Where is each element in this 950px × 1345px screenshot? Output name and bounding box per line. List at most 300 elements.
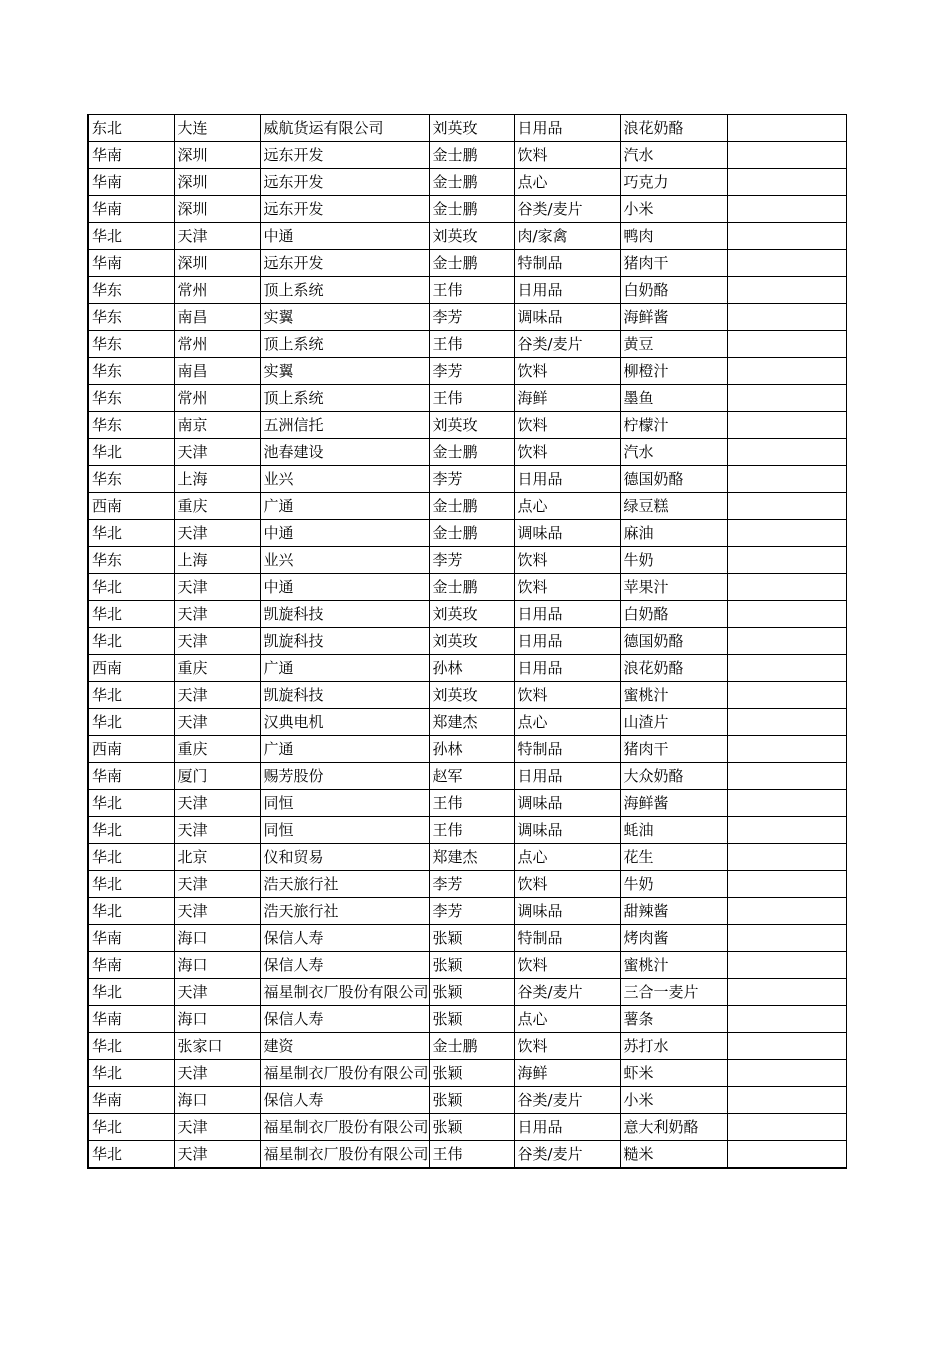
empty-cell[interactable] xyxy=(727,844,846,871)
region-cell[interactable] xyxy=(88,304,174,331)
region-cell[interactable] xyxy=(88,223,174,250)
company-cell-text: 远东开发 xyxy=(263,200,324,218)
salesperson-cell[interactable] xyxy=(429,250,514,277)
empty-cell[interactable] xyxy=(727,871,846,898)
company-cell[interactable] xyxy=(260,871,429,898)
salesperson-cell[interactable] xyxy=(429,979,514,1006)
city-cell[interactable] xyxy=(174,898,260,925)
category-cell[interactable] xyxy=(514,493,620,520)
category-cell-text: 饮料 xyxy=(517,875,548,893)
category-cell[interactable] xyxy=(514,358,620,385)
region-cell[interactable] xyxy=(88,1006,174,1033)
company-cell[interactable] xyxy=(260,169,429,196)
company-cell[interactable] xyxy=(260,709,429,736)
table-row xyxy=(88,358,846,385)
company-cell[interactable] xyxy=(260,952,429,979)
company-cell[interactable] xyxy=(260,1006,429,1033)
company-cell[interactable] xyxy=(260,547,429,574)
city-cell[interactable] xyxy=(174,331,260,358)
salesperson-cell[interactable] xyxy=(429,466,514,493)
empty-cell[interactable] xyxy=(727,142,846,169)
empty-cell[interactable] xyxy=(727,466,846,493)
empty-cell[interactable] xyxy=(727,1141,846,1169)
region-cell[interactable] xyxy=(88,1141,174,1169)
region-cell[interactable] xyxy=(88,817,174,844)
empty-cell[interactable] xyxy=(727,682,846,709)
company-cell[interactable] xyxy=(260,466,429,493)
product-cell[interactable] xyxy=(620,412,727,439)
city-cell[interactable] xyxy=(174,628,260,655)
product-cell-text: 德国奶酪 xyxy=(623,632,684,650)
product-cell[interactable] xyxy=(620,925,727,952)
salesperson-cell[interactable] xyxy=(429,682,514,709)
product-cell[interactable] xyxy=(620,628,727,655)
empty-cell[interactable] xyxy=(727,250,846,277)
company-cell[interactable] xyxy=(260,736,429,763)
product-cell[interactable] xyxy=(620,952,727,979)
region-cell-text: 华南 xyxy=(92,146,123,164)
city-cell[interactable] xyxy=(174,1141,260,1169)
city-cell[interactable] xyxy=(174,736,260,763)
product-cell[interactable] xyxy=(620,574,727,601)
empty-cell[interactable] xyxy=(727,547,846,574)
empty-cell[interactable] xyxy=(727,790,846,817)
company-cell[interactable] xyxy=(260,655,429,682)
region-cell[interactable] xyxy=(88,925,174,952)
region-cell[interactable] xyxy=(88,115,174,142)
company-cell[interactable] xyxy=(260,142,429,169)
empty-cell[interactable] xyxy=(727,196,846,223)
company-cell[interactable] xyxy=(260,817,429,844)
empty-cell[interactable] xyxy=(727,1006,846,1033)
city-cell[interactable] xyxy=(174,790,260,817)
region-cell[interactable] xyxy=(88,1060,174,1087)
company-cell[interactable] xyxy=(260,115,429,142)
product-cell[interactable] xyxy=(620,142,727,169)
region-cell[interactable] xyxy=(88,277,174,304)
category-cell[interactable] xyxy=(514,304,620,331)
product-cell-text: 小米 xyxy=(623,200,654,218)
region-cell-text: 华南 xyxy=(92,173,123,191)
category-cell[interactable] xyxy=(514,1114,620,1141)
product-cell[interactable] xyxy=(620,817,727,844)
city-cell[interactable] xyxy=(174,547,260,574)
region-cell[interactable] xyxy=(88,250,174,277)
salesperson-cell[interactable] xyxy=(429,601,514,628)
empty-cell[interactable] xyxy=(727,601,846,628)
category-cell[interactable] xyxy=(514,736,620,763)
empty-cell[interactable] xyxy=(727,979,846,1006)
product-cell[interactable] xyxy=(620,1141,727,1169)
company-cell-text: 远东开发 xyxy=(263,254,324,272)
city-cell[interactable] xyxy=(174,223,260,250)
product-cell[interactable] xyxy=(620,1006,727,1033)
category-cell[interactable] xyxy=(514,412,620,439)
region-cell[interactable] xyxy=(88,142,174,169)
category-cell[interactable] xyxy=(514,628,620,655)
city-cell[interactable] xyxy=(174,601,260,628)
product-cell[interactable] xyxy=(620,871,727,898)
product-cell[interactable] xyxy=(620,169,727,196)
region-cell[interactable] xyxy=(88,169,174,196)
city-cell[interactable] xyxy=(174,709,260,736)
product-cell[interactable] xyxy=(620,601,727,628)
salesperson-cell[interactable] xyxy=(429,1114,514,1141)
empty-cell[interactable] xyxy=(727,574,846,601)
salesperson-cell[interactable] xyxy=(429,1060,514,1087)
empty-cell[interactable] xyxy=(727,520,846,547)
table-row xyxy=(88,223,846,250)
region-cell[interactable] xyxy=(88,979,174,1006)
category-cell[interactable] xyxy=(514,682,620,709)
company-cell[interactable] xyxy=(260,196,429,223)
salesperson-cell[interactable] xyxy=(429,709,514,736)
product-cell[interactable] xyxy=(620,331,727,358)
product-cell[interactable] xyxy=(620,304,727,331)
empty-cell[interactable] xyxy=(727,358,846,385)
product-cell[interactable] xyxy=(620,1060,727,1087)
city-cell[interactable] xyxy=(174,1087,260,1114)
salesperson-cell[interactable] xyxy=(429,628,514,655)
empty-cell[interactable] xyxy=(727,304,846,331)
category-cell-text: 特制品 xyxy=(517,254,563,272)
region-cell[interactable] xyxy=(88,196,174,223)
empty-cell[interactable] xyxy=(727,1114,846,1141)
product-cell[interactable] xyxy=(620,1114,727,1141)
product-cell[interactable] xyxy=(620,277,727,304)
product-cell[interactable] xyxy=(620,466,727,493)
product-cell[interactable] xyxy=(620,682,727,709)
product-cell-text: 蚝油 xyxy=(623,821,654,839)
product-cell[interactable] xyxy=(620,439,727,466)
company-cell[interactable] xyxy=(260,493,429,520)
salesperson-cell[interactable] xyxy=(429,925,514,952)
company-cell[interactable] xyxy=(260,331,429,358)
region-cell[interactable] xyxy=(88,547,174,574)
category-cell[interactable] xyxy=(514,952,620,979)
company-cell[interactable] xyxy=(260,1033,429,1060)
region-cell[interactable] xyxy=(88,520,174,547)
category-cell[interactable] xyxy=(514,709,620,736)
category-cell[interactable] xyxy=(514,655,620,682)
empty-cell[interactable] xyxy=(727,439,846,466)
region-cell[interactable] xyxy=(88,682,174,709)
product-cell[interactable] xyxy=(620,1033,727,1060)
product-cell[interactable] xyxy=(620,844,727,871)
salesperson-cell[interactable] xyxy=(429,1087,514,1114)
salesperson-cell[interactable] xyxy=(429,277,514,304)
empty-cell[interactable] xyxy=(727,1060,846,1087)
region-cell[interactable] xyxy=(88,385,174,412)
city-cell[interactable] xyxy=(174,952,260,979)
city-cell[interactable] xyxy=(174,871,260,898)
category-cell[interactable] xyxy=(514,385,620,412)
table-row xyxy=(88,574,846,601)
city-cell[interactable] xyxy=(174,115,260,142)
region-cell[interactable] xyxy=(88,736,174,763)
region-cell[interactable] xyxy=(88,601,174,628)
product-cell[interactable] xyxy=(620,655,727,682)
salesperson-cell[interactable] xyxy=(429,547,514,574)
empty-cell[interactable] xyxy=(727,655,846,682)
region-cell[interactable] xyxy=(88,763,174,790)
category-cell[interactable] xyxy=(514,277,620,304)
salesperson-cell[interactable] xyxy=(429,385,514,412)
company-cell[interactable] xyxy=(260,979,429,1006)
city-cell[interactable] xyxy=(174,304,260,331)
product-cell[interactable] xyxy=(620,358,727,385)
salesperson-cell[interactable] xyxy=(429,115,514,142)
city-cell[interactable] xyxy=(174,844,260,871)
product-cell-text: 绿豆糕 xyxy=(623,497,669,515)
product-cell[interactable] xyxy=(620,763,727,790)
category-cell-text: 调味品 xyxy=(517,821,563,839)
category-cell-text: 饮料 xyxy=(517,362,548,380)
region-cell-text: 华南 xyxy=(92,1091,123,1109)
category-cell[interactable] xyxy=(514,925,620,952)
salesperson-cell[interactable] xyxy=(429,817,514,844)
region-cell[interactable] xyxy=(88,655,174,682)
empty-cell[interactable] xyxy=(727,628,846,655)
empty-cell[interactable] xyxy=(727,736,846,763)
category-cell[interactable] xyxy=(514,817,620,844)
table-row xyxy=(88,547,846,574)
category-cell[interactable] xyxy=(514,871,620,898)
category-cell[interactable] xyxy=(514,142,620,169)
company-cell[interactable] xyxy=(260,439,429,466)
city-cell[interactable] xyxy=(174,682,260,709)
city-cell[interactable] xyxy=(174,1060,260,1087)
category-cell[interactable] xyxy=(514,1141,620,1169)
company-cell[interactable] xyxy=(260,250,429,277)
salesperson-cell[interactable] xyxy=(429,439,514,466)
region-cell[interactable] xyxy=(88,844,174,871)
product-cell[interactable] xyxy=(620,250,727,277)
city-cell[interactable] xyxy=(174,1033,260,1060)
category-cell[interactable] xyxy=(514,844,620,871)
category-cell[interactable] xyxy=(514,115,620,142)
company-cell[interactable] xyxy=(260,412,429,439)
product-cell-text: 白奶酪 xyxy=(623,605,669,623)
salesperson-cell[interactable] xyxy=(429,169,514,196)
salesperson-cell[interactable] xyxy=(429,1006,514,1033)
company-cell[interactable] xyxy=(260,277,429,304)
salesperson-cell[interactable] xyxy=(429,898,514,925)
category-cell[interactable] xyxy=(514,979,620,1006)
region-cell[interactable] xyxy=(88,1114,174,1141)
category-cell[interactable] xyxy=(514,196,620,223)
salesperson-cell[interactable] xyxy=(429,412,514,439)
city-cell[interactable] xyxy=(174,439,260,466)
region-cell[interactable] xyxy=(88,898,174,925)
empty-cell[interactable] xyxy=(727,763,846,790)
product-cell[interactable] xyxy=(620,223,727,250)
city-cell[interactable] xyxy=(174,358,260,385)
region-cell[interactable] xyxy=(88,871,174,898)
category-cell[interactable] xyxy=(514,1006,620,1033)
product-cell[interactable] xyxy=(620,115,727,142)
region-cell[interactable] xyxy=(88,493,174,520)
empty-cell[interactable] xyxy=(727,817,846,844)
empty-cell[interactable] xyxy=(727,709,846,736)
salesperson-cell[interactable] xyxy=(429,196,514,223)
product-cell[interactable] xyxy=(620,898,727,925)
salesperson-cell[interactable] xyxy=(429,1141,514,1169)
company-cell[interactable] xyxy=(260,1060,429,1087)
salesperson-cell-text: 张颖 xyxy=(432,1091,463,1109)
region-cell[interactable] xyxy=(88,574,174,601)
region-cell[interactable] xyxy=(88,412,174,439)
region-cell[interactable] xyxy=(88,628,174,655)
region-cell[interactable] xyxy=(88,466,174,493)
category-cell[interactable] xyxy=(514,547,620,574)
salesperson-cell[interactable] xyxy=(429,763,514,790)
product-cell[interactable] xyxy=(620,1087,727,1114)
city-cell[interactable] xyxy=(174,574,260,601)
category-cell[interactable] xyxy=(514,331,620,358)
salesperson-cell[interactable] xyxy=(429,574,514,601)
product-cell[interactable] xyxy=(620,709,727,736)
company-cell[interactable] xyxy=(260,520,429,547)
empty-cell[interactable] xyxy=(727,277,846,304)
company-cell[interactable] xyxy=(260,898,429,925)
empty-cell[interactable] xyxy=(727,412,846,439)
product-cell[interactable] xyxy=(620,385,727,412)
empty-cell[interactable] xyxy=(727,1087,846,1114)
salesperson-cell[interactable] xyxy=(429,331,514,358)
region-cell[interactable] xyxy=(88,790,174,817)
salesperson-cell[interactable] xyxy=(429,142,514,169)
city-cell[interactable] xyxy=(174,169,260,196)
salesperson-cell[interactable] xyxy=(429,304,514,331)
city-cell-text: 天津 xyxy=(177,983,208,1001)
city-cell[interactable] xyxy=(174,979,260,1006)
company-cell[interactable] xyxy=(260,790,429,817)
region-cell[interactable] xyxy=(88,709,174,736)
salesperson-cell[interactable] xyxy=(429,223,514,250)
empty-cell[interactable] xyxy=(727,115,846,142)
company-cell[interactable] xyxy=(260,304,429,331)
region-cell[interactable] xyxy=(88,952,174,979)
empty-cell[interactable] xyxy=(727,169,846,196)
empty-cell[interactable] xyxy=(727,223,846,250)
salesperson-cell[interactable] xyxy=(429,1033,514,1060)
company-cell[interactable] xyxy=(260,1114,429,1141)
empty-cell[interactable] xyxy=(727,493,846,520)
city-cell[interactable] xyxy=(174,1114,260,1141)
category-cell[interactable] xyxy=(514,574,620,601)
city-cell[interactable] xyxy=(174,817,260,844)
category-cell[interactable] xyxy=(514,169,620,196)
company-cell[interactable] xyxy=(260,925,429,952)
city-cell[interactable] xyxy=(174,520,260,547)
city-cell[interactable] xyxy=(174,385,260,412)
salesperson-cell[interactable] xyxy=(429,871,514,898)
salesperson-cell-text: 郑建杰 xyxy=(432,848,478,866)
salesperson-cell[interactable] xyxy=(429,790,514,817)
category-cell[interactable] xyxy=(514,1033,620,1060)
city-cell[interactable] xyxy=(174,763,260,790)
product-cell[interactable] xyxy=(620,520,727,547)
city-cell[interactable] xyxy=(174,412,260,439)
salesperson-cell-text: 张颖 xyxy=(432,929,463,947)
product-cell[interactable] xyxy=(620,979,727,1006)
category-cell-text: 日用品 xyxy=(517,605,563,623)
city-cell[interactable] xyxy=(174,925,260,952)
region-cell[interactable] xyxy=(88,439,174,466)
empty-cell[interactable] xyxy=(727,925,846,952)
city-cell[interactable] xyxy=(174,250,260,277)
salesperson-cell[interactable] xyxy=(429,736,514,763)
city-cell[interactable] xyxy=(174,1006,260,1033)
product-cell[interactable] xyxy=(620,493,727,520)
salesperson-cell[interactable] xyxy=(429,952,514,979)
empty-cell[interactable] xyxy=(727,331,846,358)
company-cell[interactable] xyxy=(260,682,429,709)
salesperson-cell-text: 王伟 xyxy=(432,821,463,839)
region-cell[interactable] xyxy=(88,358,174,385)
company-cell[interactable] xyxy=(260,358,429,385)
city-cell[interactable] xyxy=(174,493,260,520)
empty-cell[interactable] xyxy=(727,1033,846,1060)
city-cell[interactable] xyxy=(174,655,260,682)
city-cell[interactable] xyxy=(174,466,260,493)
city-cell-text: 海口 xyxy=(177,929,208,947)
product-cell[interactable] xyxy=(620,547,727,574)
category-cell[interactable] xyxy=(514,466,620,493)
category-cell[interactable] xyxy=(514,898,620,925)
city-cell[interactable] xyxy=(174,196,260,223)
empty-cell[interactable] xyxy=(727,952,846,979)
company-cell[interactable] xyxy=(260,1087,429,1114)
category-cell[interactable] xyxy=(514,223,620,250)
category-cell[interactable] xyxy=(514,439,620,466)
category-cell[interactable] xyxy=(514,790,620,817)
region-cell[interactable] xyxy=(88,1033,174,1060)
company-cell[interactable] xyxy=(260,628,429,655)
company-cell[interactable] xyxy=(260,223,429,250)
company-cell[interactable] xyxy=(260,574,429,601)
category-cell[interactable] xyxy=(514,1087,620,1114)
region-cell[interactable] xyxy=(88,331,174,358)
salesperson-cell[interactable] xyxy=(429,358,514,385)
city-cell[interactable] xyxy=(174,277,260,304)
salesperson-cell[interactable] xyxy=(429,493,514,520)
company-cell[interactable] xyxy=(260,601,429,628)
city-cell[interactable] xyxy=(174,142,260,169)
category-cell[interactable] xyxy=(514,520,620,547)
salesperson-cell[interactable] xyxy=(429,655,514,682)
company-cell-text: 赐芳股份 xyxy=(263,767,324,785)
product-cell[interactable] xyxy=(620,196,727,223)
company-cell[interactable] xyxy=(260,844,429,871)
company-cell[interactable] xyxy=(260,385,429,412)
region-cell[interactable] xyxy=(88,1087,174,1114)
category-cell[interactable] xyxy=(514,1060,620,1087)
salesperson-cell[interactable] xyxy=(429,520,514,547)
category-cell[interactable] xyxy=(514,763,620,790)
product-cell[interactable] xyxy=(620,790,727,817)
company-cell[interactable] xyxy=(260,763,429,790)
category-cell[interactable] xyxy=(514,250,620,277)
salesperson-cell-text: 张颖 xyxy=(432,956,463,974)
product-cell[interactable] xyxy=(620,736,727,763)
empty-cell[interactable] xyxy=(727,385,846,412)
salesperson-cell[interactable] xyxy=(429,844,514,871)
category-cell[interactable] xyxy=(514,601,620,628)
empty-cell[interactable] xyxy=(727,898,846,925)
company-cell[interactable] xyxy=(260,1141,429,1169)
